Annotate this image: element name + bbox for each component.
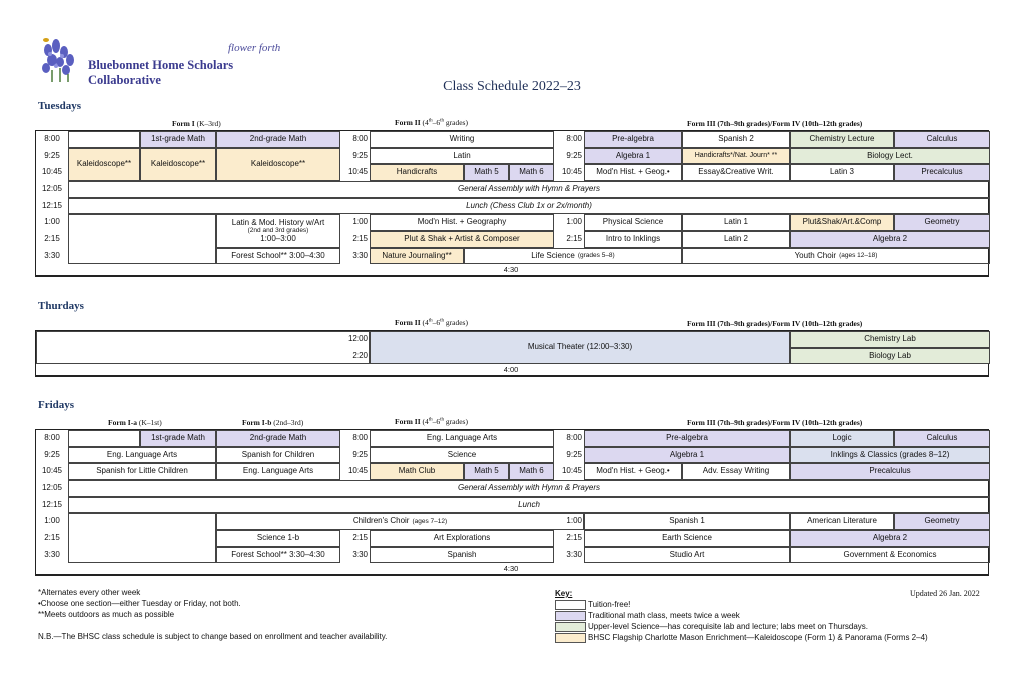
- time-label: 9:25: [44, 150, 60, 160]
- time-label: 2:20: [352, 350, 368, 360]
- class-cell: Precalculus: [790, 463, 990, 480]
- class-cell: Art Explorations: [370, 530, 554, 547]
- time-label: 2:15: [44, 234, 60, 244]
- class-cell: Adv. Essay Writing: [682, 463, 790, 480]
- end-time: 4:30: [503, 563, 519, 573]
- class-cell: Algebra 1: [584, 148, 682, 164]
- class-cell: Spanish for Little Children: [68, 463, 216, 480]
- fri-form1a-header: Form I-a (K–1st): [108, 418, 162, 427]
- time-label: 1:00: [44, 217, 60, 227]
- time-label: 1:00: [352, 217, 368, 227]
- footnote: •Choose one section—either Tuesday or Friday, not both.: [38, 599, 241, 608]
- footnote: *Alternates every other week: [38, 588, 141, 597]
- class-cell: Math 6: [509, 463, 554, 480]
- key-label: BHSC Flagship Charlotte Mason Enrichment—Kaleidoscope (Form 1) & Panorama (Forms 2–4): [588, 633, 928, 642]
- key-swatch: [555, 622, 586, 632]
- class-cell: Plut & Shak + Artist & Composer: [370, 231, 554, 248]
- class-subtitle: (ages 12–18): [839, 252, 878, 260]
- end-time: 4:30: [503, 264, 519, 274]
- key-row: [555, 599, 928, 610]
- class-cell: Musical Theater (12:00–3:30): [370, 331, 790, 364]
- schedule-cell: [68, 430, 140, 447]
- schedule-cell: [68, 214, 216, 264]
- time-label: 8:00: [44, 433, 60, 443]
- time-label: 10:45: [561, 466, 582, 476]
- key-label: Upper-level Science—has corequisite lab and lecture; labs meet on Thursdays.: [588, 622, 868, 631]
- time-label: 8:00: [352, 134, 368, 144]
- class-cell: 2nd-grade Math: [216, 430, 340, 447]
- time-label: 9:25: [352, 449, 368, 459]
- class-time: 1:00–3:00: [260, 233, 296, 243]
- time-label: 10:45: [347, 167, 368, 177]
- class-cell: Math 5: [464, 164, 509, 181]
- time-label: 3:30: [44, 250, 60, 260]
- class-cell: [216, 214, 340, 248]
- time-label: 1:00: [566, 516, 582, 526]
- class-cell: 1st-grade Math: [140, 131, 216, 148]
- time-label: 10:45: [41, 466, 63, 476]
- class-cell: Eng. Language Arts: [216, 463, 340, 480]
- footnote: **Meets outdoors as much as possible: [38, 610, 175, 619]
- class-cell: Algebra 1: [584, 447, 790, 463]
- logo-org-name: Bluebonnet Home Scholars Collaborative: [88, 58, 234, 87]
- time-label: 3:30: [352, 250, 368, 260]
- class-cell: Latin 3: [790, 164, 894, 181]
- tuesdays-heading: Tuesdays: [38, 100, 82, 112]
- class-cell: Mod'n Hist. + Geog.•: [584, 463, 682, 480]
- lunch-row: Lunch (Chess Club 1x or 2x/month): [68, 198, 990, 214]
- class-cell: Spanish 1: [584, 513, 790, 530]
- class-cell: Pre-algebra: [584, 430, 790, 447]
- class-cell: Calculus: [894, 131, 990, 148]
- tue-form2-header: Form II (4th–6th grades): [395, 118, 468, 127]
- assembly-row: General Assembly with Hymn & Prayers: [68, 181, 990, 198]
- class-cell: Kaleidoscope**: [140, 148, 216, 181]
- class-cell: Earth Science: [584, 530, 790, 547]
- key-row: [555, 610, 928, 621]
- class-cell: Government & Economics: [790, 547, 990, 563]
- time-label: 3:30: [44, 549, 60, 559]
- class-cell: American Literature: [790, 513, 894, 530]
- class-cell: Calculus: [894, 430, 990, 447]
- class-cell: Algebra 2: [790, 530, 990, 547]
- thursdays-table: [35, 330, 989, 377]
- tue-form1-header: Form I (K–3rd): [172, 119, 221, 128]
- class-cell: Plut&Shak/Art.&Comp: [790, 214, 894, 231]
- class-cell: Inklings & Classics (grades 8–12): [790, 447, 990, 463]
- assembly-row: General Assembly with Hymn & Prayers: [68, 480, 990, 497]
- class-cell: Eng. Language Arts: [370, 430, 554, 447]
- thu-form2-header: Form II (4th–6th grades): [395, 318, 468, 327]
- class-cell: Spanish 2: [682, 131, 790, 148]
- class-cell: Forest School** 3:30–4:30: [216, 547, 340, 563]
- time-label: 12:15: [41, 499, 63, 509]
- class-cell: Biology Lect.: [790, 148, 990, 164]
- class-title: Life Science: [531, 250, 575, 260]
- class-cell: Writing: [370, 131, 554, 148]
- key-row: [555, 632, 928, 643]
- time-label: 1:00: [566, 217, 582, 227]
- time-label: 12:05: [41, 483, 63, 493]
- key-label: Traditional math class, meets twice a week: [588, 611, 740, 620]
- time-label: 1:00: [44, 516, 60, 526]
- thu-form34-header: Form III (7th–9th grades)/Form IV (10th–12th grades): [687, 319, 863, 328]
- class-cell: Physical Science: [584, 214, 682, 231]
- fri-form1b-header: Form I-b (2nd–3rd): [242, 418, 304, 427]
- class-subtitle: (ages 7–12): [412, 517, 448, 525]
- schedule-cell: [68, 513, 216, 563]
- class-cell: Math 5: [464, 463, 509, 480]
- class-cell: Chemistry Lab: [790, 331, 990, 348]
- class-cell: Latin 2: [682, 231, 790, 248]
- time-label: 2:15: [352, 234, 368, 244]
- time-label: 10:45: [41, 167, 63, 177]
- updated-date: Updated 26 Jan. 2022: [910, 589, 980, 598]
- thursdays-heading: Thurdays: [38, 300, 84, 312]
- time-label: 8:00: [44, 134, 60, 144]
- time-label: 9:25: [352, 150, 368, 160]
- fri-form34-header: Form III (7th–9th grades)/Form IV (10th–12th grades): [687, 418, 863, 427]
- class-cell: Chemistry Lecture: [790, 131, 894, 148]
- class-cell: Essay&Creative Writ.: [682, 164, 790, 181]
- class-cell: Studio Art: [584, 547, 790, 563]
- time-label: 8:00: [566, 433, 582, 443]
- key-swatch: [555, 600, 586, 610]
- logo-tagline: flower forth: [228, 42, 281, 54]
- legend-key: [555, 589, 928, 643]
- key-swatch: [555, 611, 586, 621]
- class-cell: Mod'n Hist. + Geog.•: [584, 164, 682, 181]
- class-cell: Kaleidoscope**: [216, 148, 340, 181]
- time-label: 9:25: [566, 449, 582, 459]
- logo: [38, 36, 298, 87]
- class-cell: Biology Lab: [790, 348, 990, 364]
- class-subtitle: (grades 5–8): [577, 252, 615, 260]
- key-row: [555, 621, 928, 632]
- time-label: 8:00: [566, 134, 582, 144]
- class-cell: [682, 248, 990, 264]
- time-label: 2:15: [566, 234, 582, 244]
- time-label: 3:30: [566, 549, 582, 559]
- time-label: 3:30: [352, 549, 368, 559]
- class-cell: Spanish: [370, 547, 554, 563]
- time-label: 9:25: [44, 449, 60, 459]
- page-title: Class Schedule 2022–23: [443, 79, 581, 94]
- class-title: Latin & Mod. History w/Art: [231, 217, 325, 227]
- time-label: 10:45: [347, 466, 368, 476]
- class-cell: Algebra 2: [790, 231, 990, 248]
- class-cell: Latin 1: [682, 214, 790, 231]
- class-subtitle: (2nd and 3rd grades): [247, 227, 309, 235]
- class-cell: Precalculus: [894, 164, 990, 181]
- class-cell: Science: [370, 447, 554, 463]
- nb-note: N.B.—The BHSC class schedule is subject to change based on enrollment and teacher availability.: [38, 632, 388, 641]
- class-cell: Handicrafts*/Nat. Journ* **: [682, 148, 790, 164]
- fri-form2-header: Form II (4th–6th grades): [395, 417, 468, 426]
- lunch-row: Lunch: [68, 497, 990, 513]
- tuesdays-table: [35, 130, 989, 277]
- class-cell: 1st-grade Math: [140, 430, 216, 447]
- class-cell: Handicrafts: [370, 164, 464, 181]
- time-label: 2:15: [352, 533, 368, 543]
- class-cell: Pre-algebra: [584, 131, 682, 148]
- time-label: 9:25: [566, 150, 582, 160]
- class-cell: Spanish for Children: [216, 447, 340, 463]
- end-time: 4:00: [503, 364, 519, 374]
- class-title: Children's Choir: [352, 516, 410, 526]
- time-label: 2:15: [566, 533, 582, 543]
- fridays-table: [35, 429, 989, 576]
- tue-form34-header: Form III (7th–9th grades)/Form IV (10th–12th grades): [687, 119, 863, 128]
- class-cell: Mod'n Hist. + Geography: [370, 214, 554, 231]
- key-label: Tuition-free!: [588, 600, 631, 609]
- class-cell: Geometry: [894, 214, 990, 231]
- time-label: 12:15: [41, 200, 63, 210]
- class-cell: Science 1-b: [216, 530, 340, 547]
- schedule-cell: [68, 131, 140, 148]
- bluebonnet-flower-icon: [38, 36, 86, 82]
- class-cell: Latin: [370, 148, 554, 164]
- class-cell: Math Club: [370, 463, 464, 480]
- class-cell: Intro to Inklings: [584, 231, 682, 248]
- time-label: 12:00: [347, 334, 368, 344]
- class-cell: Forest School** 3:00–4:30: [216, 248, 340, 264]
- class-cell: Geometry: [894, 513, 990, 530]
- schedule-cell: [36, 331, 370, 364]
- class-title: Youth Choir: [794, 250, 837, 260]
- class-cell: 2nd-grade Math: [216, 131, 340, 148]
- time-label: 2:15: [44, 533, 60, 543]
- time-label: 12:05: [41, 184, 63, 194]
- class-cell: Math 6: [509, 164, 554, 181]
- class-cell: [216, 513, 584, 530]
- class-cell: Logic: [790, 430, 894, 447]
- class-cell: Nature Journaling**: [370, 248, 464, 264]
- class-cell: Eng. Language Arts: [68, 447, 216, 463]
- fridays-heading: Fridays: [38, 399, 75, 411]
- time-label: 8:00: [352, 433, 368, 443]
- key-title: Key:: [555, 589, 573, 598]
- class-cell: [464, 248, 682, 264]
- class-cell: Kaleidoscope**: [68, 148, 140, 181]
- key-swatch: [555, 633, 586, 643]
- time-label: 10:45: [561, 167, 582, 177]
